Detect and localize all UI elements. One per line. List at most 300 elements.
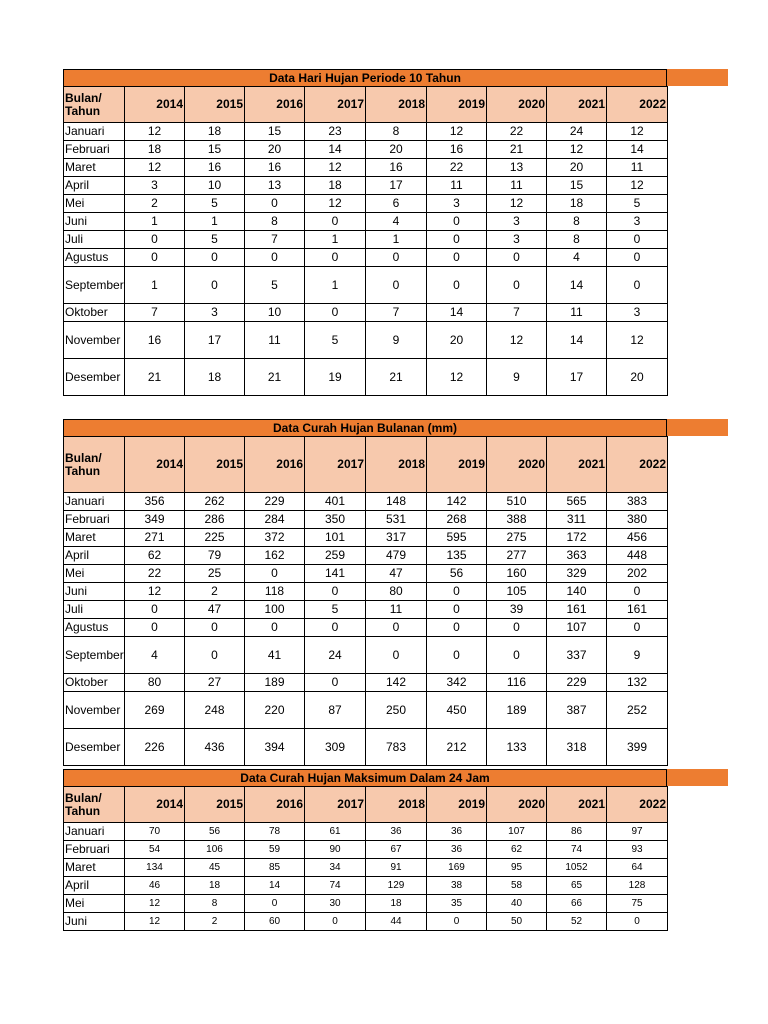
month-cell: Januari xyxy=(64,123,125,141)
value-cell: 318 xyxy=(547,729,607,766)
value-cell: 12 xyxy=(305,159,366,177)
month-cell: Januari xyxy=(64,823,125,841)
month-cell: Mei xyxy=(64,895,125,913)
month-cell: April xyxy=(64,547,125,565)
value-cell: 8 xyxy=(366,123,427,141)
value-cell: 13 xyxy=(245,177,305,195)
table-row xyxy=(64,359,668,396)
year-header-cell: 2016 xyxy=(245,87,305,123)
value-cell: 7 xyxy=(487,304,547,322)
value-cell: 0 xyxy=(487,249,547,267)
value-cell: 11 xyxy=(245,322,305,359)
year-header-cell: 2021 xyxy=(547,437,607,493)
value-cell: 0 xyxy=(427,601,487,619)
value-cell: 41 xyxy=(245,637,305,674)
value-cell: 436 xyxy=(185,729,245,766)
value-cell: 8 xyxy=(245,213,305,231)
value-cell: 12 xyxy=(125,895,185,913)
value-cell: 1 xyxy=(125,267,185,304)
year-header-cell: 2016 xyxy=(245,787,305,823)
value-cell: 79 xyxy=(185,547,245,565)
table-row xyxy=(64,692,668,729)
year-header-cell: 2018 xyxy=(366,87,427,123)
value-cell: 12 xyxy=(427,123,487,141)
value-cell: 0 xyxy=(607,619,668,637)
table-row xyxy=(64,529,668,547)
value-cell: 106 xyxy=(185,841,245,859)
value-cell: 17 xyxy=(185,322,245,359)
value-cell: 0 xyxy=(607,583,668,601)
value-cell: 16 xyxy=(125,322,185,359)
value-cell: 5 xyxy=(607,195,668,213)
value-cell: 0 xyxy=(125,231,185,249)
value-cell: 0 xyxy=(427,267,487,304)
value-cell: 7 xyxy=(125,304,185,322)
value-cell: 97 xyxy=(607,823,668,841)
value-cell: 394 xyxy=(245,729,305,766)
month-cell: Juni xyxy=(64,583,125,601)
value-cell: 45 xyxy=(185,859,245,877)
value-cell: 15 xyxy=(547,177,607,195)
value-cell: 142 xyxy=(366,674,427,692)
value-cell: 56 xyxy=(185,823,245,841)
value-cell: 4 xyxy=(125,637,185,674)
value-cell: 0 xyxy=(305,913,366,931)
value-cell: 0 xyxy=(366,267,427,304)
value-cell: 14 xyxy=(305,141,366,159)
value-cell: 15 xyxy=(245,123,305,141)
table-title: Data Curah Hujan Maksimum Dalam 24 Jam xyxy=(63,769,667,786)
value-cell: 16 xyxy=(185,159,245,177)
value-cell: 510 xyxy=(487,493,547,511)
value-cell: 35 xyxy=(427,895,487,913)
value-cell: 10 xyxy=(185,177,245,195)
table-row xyxy=(64,637,668,674)
value-cell: 0 xyxy=(185,619,245,637)
value-cell: 0 xyxy=(185,267,245,304)
value-cell: 66 xyxy=(547,895,607,913)
year-header-cell: 2017 xyxy=(305,437,366,493)
value-cell: 95 xyxy=(487,859,547,877)
value-cell: 6 xyxy=(366,195,427,213)
year-header-cell: 2020 xyxy=(487,437,547,493)
value-cell: 0 xyxy=(185,249,245,267)
value-cell: 7 xyxy=(366,304,427,322)
table-row xyxy=(64,511,668,529)
year-header-cell: 2018 xyxy=(366,787,427,823)
table-row xyxy=(64,895,668,913)
year-header-cell: 2020 xyxy=(487,87,547,123)
month-cell: Desember xyxy=(64,359,125,396)
year-header-cell: 2022 xyxy=(607,787,668,823)
value-cell: 93 xyxy=(607,841,668,859)
value-cell: 91 xyxy=(366,859,427,877)
value-cell: 0 xyxy=(427,913,487,931)
table-title: Data Hari Hujan Periode 10 Tahun xyxy=(63,69,667,86)
value-cell: 595 xyxy=(427,529,487,547)
value-cell: 18 xyxy=(125,141,185,159)
value-cell: 16 xyxy=(245,159,305,177)
value-cell: 0 xyxy=(125,249,185,267)
month-cell: Februari xyxy=(64,511,125,529)
value-cell: 21 xyxy=(125,359,185,396)
value-cell: 275 xyxy=(487,529,547,547)
value-cell: 189 xyxy=(487,692,547,729)
value-cell: 0 xyxy=(305,674,366,692)
value-cell: 0 xyxy=(305,213,366,231)
value-cell: 0 xyxy=(245,195,305,213)
value-cell: 15 xyxy=(185,141,245,159)
month-cell: November xyxy=(64,692,125,729)
value-cell: 14 xyxy=(547,267,607,304)
value-cell: 12 xyxy=(607,322,668,359)
value-cell: 363 xyxy=(547,547,607,565)
value-cell: 3 xyxy=(185,304,245,322)
header-row xyxy=(64,87,668,123)
value-cell: 1 xyxy=(305,267,366,304)
table-row xyxy=(64,304,668,322)
header-label-cell: Bulan/ Tahun xyxy=(64,87,125,123)
month-cell: Agustus xyxy=(64,619,125,637)
month-cell: Oktober xyxy=(64,304,125,322)
value-cell: 2 xyxy=(125,195,185,213)
value-cell: 52 xyxy=(547,913,607,931)
table-row xyxy=(64,177,668,195)
value-cell: 329 xyxy=(547,565,607,583)
value-cell: 74 xyxy=(305,877,366,895)
value-cell: 0 xyxy=(427,619,487,637)
value-cell: 252 xyxy=(607,692,668,729)
month-cell: Desember xyxy=(64,729,125,766)
value-cell: 5 xyxy=(185,231,245,249)
value-cell: 12 xyxy=(125,159,185,177)
value-cell: 456 xyxy=(607,529,668,547)
year-header-cell: 2015 xyxy=(185,787,245,823)
value-cell: 189 xyxy=(245,674,305,692)
value-cell: 12 xyxy=(607,177,668,195)
value-cell: 62 xyxy=(125,547,185,565)
value-cell: 140 xyxy=(547,583,607,601)
year-header-cell: 2017 xyxy=(305,87,366,123)
value-cell: 22 xyxy=(125,565,185,583)
value-cell: 0 xyxy=(427,213,487,231)
value-cell: 20 xyxy=(547,159,607,177)
year-header-cell: 2021 xyxy=(547,87,607,123)
value-cell: 107 xyxy=(547,619,607,637)
value-cell: 4 xyxy=(547,249,607,267)
value-cell: 309 xyxy=(305,729,366,766)
value-cell: 399 xyxy=(607,729,668,766)
value-cell: 64 xyxy=(607,859,668,877)
value-cell: 129 xyxy=(366,877,427,895)
value-cell: 86 xyxy=(547,823,607,841)
value-cell: 44 xyxy=(366,913,427,931)
table-row xyxy=(64,231,668,249)
year-header-cell: 2017 xyxy=(305,787,366,823)
value-cell: 0 xyxy=(305,619,366,637)
value-cell: 80 xyxy=(125,674,185,692)
value-cell: 0 xyxy=(487,267,547,304)
value-cell: 87 xyxy=(305,692,366,729)
value-cell: 262 xyxy=(185,493,245,511)
month-cell: Maret xyxy=(64,529,125,547)
value-cell: 8 xyxy=(185,895,245,913)
value-cell: 75 xyxy=(607,895,668,913)
value-cell: 5 xyxy=(245,267,305,304)
value-cell: 142 xyxy=(427,493,487,511)
year-header-cell: 2014 xyxy=(125,87,185,123)
value-cell: 90 xyxy=(305,841,366,859)
header-row xyxy=(64,437,668,493)
value-cell: 10 xyxy=(245,304,305,322)
value-cell: 2 xyxy=(185,913,245,931)
value-cell: 250 xyxy=(366,692,427,729)
value-cell: 56 xyxy=(427,565,487,583)
value-cell: 17 xyxy=(547,359,607,396)
value-cell: 259 xyxy=(305,547,366,565)
value-cell: 27 xyxy=(185,674,245,692)
year-header-cell: 2022 xyxy=(607,87,668,123)
value-cell: 0 xyxy=(607,267,668,304)
value-cell: 22 xyxy=(487,123,547,141)
value-cell: 70 xyxy=(125,823,185,841)
value-cell: 21 xyxy=(245,359,305,396)
value-cell: 311 xyxy=(547,511,607,529)
value-cell: 4 xyxy=(366,213,427,231)
value-cell: 54 xyxy=(125,841,185,859)
value-cell: 172 xyxy=(547,529,607,547)
value-cell: 401 xyxy=(305,493,366,511)
value-cell: 100 xyxy=(245,601,305,619)
value-cell: 9 xyxy=(366,322,427,359)
value-cell: 11 xyxy=(427,177,487,195)
value-cell: 61 xyxy=(305,823,366,841)
value-cell: 8 xyxy=(547,213,607,231)
value-cell: 2 xyxy=(185,583,245,601)
value-cell: 161 xyxy=(547,601,607,619)
year-header-cell: 2014 xyxy=(125,437,185,493)
value-cell: 0 xyxy=(427,249,487,267)
table-row xyxy=(64,583,668,601)
value-cell: 11 xyxy=(607,159,668,177)
value-cell: 19 xyxy=(305,359,366,396)
value-cell: 135 xyxy=(427,547,487,565)
month-cell: Agustus xyxy=(64,249,125,267)
value-cell: 74 xyxy=(547,841,607,859)
table-row xyxy=(64,823,668,841)
value-cell: 380 xyxy=(607,511,668,529)
month-cell: Mei xyxy=(64,195,125,213)
table-row xyxy=(64,877,668,895)
table-row xyxy=(64,729,668,766)
value-cell: 118 xyxy=(245,583,305,601)
year-header-cell: 2015 xyxy=(185,437,245,493)
rain-days-title-bar xyxy=(63,69,728,86)
table-row xyxy=(64,213,668,231)
value-cell: 448 xyxy=(607,547,668,565)
value-cell: 0 xyxy=(245,565,305,583)
value-cell: 14 xyxy=(547,322,607,359)
value-cell: 21 xyxy=(487,141,547,159)
value-cell: 1052 xyxy=(547,859,607,877)
value-cell: 0 xyxy=(125,601,185,619)
value-cell: 229 xyxy=(547,674,607,692)
value-cell: 0 xyxy=(245,619,305,637)
month-cell: Maret xyxy=(64,859,125,877)
value-cell: 9 xyxy=(487,359,547,396)
value-cell: 0 xyxy=(305,249,366,267)
monthly-rainfall-table xyxy=(63,436,668,766)
max-24h-rainfall-table xyxy=(63,786,668,931)
value-cell: 12 xyxy=(607,123,668,141)
value-cell: 383 xyxy=(607,493,668,511)
value-cell: 21 xyxy=(366,359,427,396)
value-cell: 0 xyxy=(607,231,668,249)
value-cell: 3 xyxy=(607,213,668,231)
value-cell: 20 xyxy=(607,359,668,396)
value-cell: 36 xyxy=(427,841,487,859)
value-cell: 141 xyxy=(305,565,366,583)
value-cell: 14 xyxy=(607,141,668,159)
year-header-cell: 2022 xyxy=(607,437,668,493)
value-cell: 18 xyxy=(185,877,245,895)
value-cell: 11 xyxy=(487,177,547,195)
year-header-cell: 2019 xyxy=(427,87,487,123)
value-cell: 387 xyxy=(547,692,607,729)
value-cell: 7 xyxy=(245,231,305,249)
value-cell: 0 xyxy=(427,231,487,249)
value-cell: 18 xyxy=(305,177,366,195)
value-cell: 80 xyxy=(366,583,427,601)
value-cell: 47 xyxy=(185,601,245,619)
value-cell: 78 xyxy=(245,823,305,841)
value-cell: 356 xyxy=(125,493,185,511)
value-cell: 34 xyxy=(305,859,366,877)
month-cell: Juni xyxy=(64,913,125,931)
year-header-cell: 2016 xyxy=(245,437,305,493)
value-cell: 220 xyxy=(245,692,305,729)
value-cell: 229 xyxy=(245,493,305,511)
value-cell: 12 xyxy=(547,141,607,159)
table-row xyxy=(64,565,668,583)
value-cell: 0 xyxy=(366,637,427,674)
value-cell: 39 xyxy=(487,601,547,619)
value-cell: 1 xyxy=(125,213,185,231)
value-cell: 342 xyxy=(427,674,487,692)
value-cell: 12 xyxy=(125,123,185,141)
value-cell: 277 xyxy=(487,547,547,565)
month-cell: April xyxy=(64,177,125,195)
value-cell: 372 xyxy=(245,529,305,547)
value-cell: 169 xyxy=(427,859,487,877)
value-cell: 1 xyxy=(366,231,427,249)
value-cell: 14 xyxy=(427,304,487,322)
value-cell: 3 xyxy=(487,231,547,249)
month-cell: Oktober xyxy=(64,674,125,692)
table-row xyxy=(64,601,668,619)
value-cell: 160 xyxy=(487,565,547,583)
header-label-cell: Bulan/ Tahun xyxy=(64,437,125,493)
value-cell: 40 xyxy=(487,895,547,913)
table-row xyxy=(64,322,668,359)
max-24h-rainfall-title-bar xyxy=(63,769,728,786)
value-cell: 269 xyxy=(125,692,185,729)
value-cell: 0 xyxy=(305,583,366,601)
value-cell: 226 xyxy=(125,729,185,766)
month-cell: November xyxy=(64,322,125,359)
value-cell: 134 xyxy=(125,859,185,877)
value-cell: 24 xyxy=(305,637,366,674)
value-cell: 349 xyxy=(125,511,185,529)
value-cell: 85 xyxy=(245,859,305,877)
value-cell: 58 xyxy=(487,877,547,895)
header-label-cell: Bulan/ Tahun xyxy=(64,787,125,823)
table-row xyxy=(64,141,668,159)
value-cell: 18 xyxy=(185,123,245,141)
value-cell: 0 xyxy=(125,619,185,637)
value-cell: 30 xyxy=(305,895,366,913)
table-row xyxy=(64,249,668,267)
year-header-cell: 2014 xyxy=(125,787,185,823)
value-cell: 531 xyxy=(366,511,427,529)
table-row xyxy=(64,493,668,511)
value-cell: 0 xyxy=(607,249,668,267)
month-cell: Juni xyxy=(64,213,125,231)
value-cell: 0 xyxy=(245,249,305,267)
value-cell: 67 xyxy=(366,841,427,859)
value-cell: 479 xyxy=(366,547,427,565)
monthly-rainfall-title-bar xyxy=(63,419,728,436)
value-cell: 38 xyxy=(427,877,487,895)
value-cell: 20 xyxy=(245,141,305,159)
value-cell: 0 xyxy=(607,913,668,931)
value-cell: 284 xyxy=(245,511,305,529)
year-header-cell: 2021 xyxy=(547,787,607,823)
value-cell: 18 xyxy=(185,359,245,396)
value-cell: 12 xyxy=(487,195,547,213)
table-row xyxy=(64,123,668,141)
value-cell: 132 xyxy=(607,674,668,692)
value-cell: 47 xyxy=(366,565,427,583)
value-cell: 8 xyxy=(547,231,607,249)
value-cell: 18 xyxy=(366,895,427,913)
value-cell: 3 xyxy=(427,195,487,213)
value-cell: 36 xyxy=(366,823,427,841)
value-cell: 14 xyxy=(245,877,305,895)
value-cell: 0 xyxy=(487,637,547,674)
value-cell: 12 xyxy=(305,195,366,213)
value-cell: 25 xyxy=(185,565,245,583)
table-row xyxy=(64,859,668,877)
value-cell: 62 xyxy=(487,841,547,859)
value-cell: 212 xyxy=(427,729,487,766)
value-cell: 337 xyxy=(547,637,607,674)
table-row xyxy=(64,913,668,931)
value-cell: 450 xyxy=(427,692,487,729)
table-row xyxy=(64,619,668,637)
value-cell: 20 xyxy=(427,322,487,359)
value-cell: 268 xyxy=(427,511,487,529)
table-row xyxy=(64,195,668,213)
value-cell: 5 xyxy=(305,601,366,619)
value-cell: 46 xyxy=(125,877,185,895)
value-cell: 3 xyxy=(607,304,668,322)
value-cell: 0 xyxy=(487,619,547,637)
value-cell: 248 xyxy=(185,692,245,729)
value-cell: 0 xyxy=(185,637,245,674)
value-cell: 128 xyxy=(607,877,668,895)
value-cell: 12 xyxy=(427,359,487,396)
